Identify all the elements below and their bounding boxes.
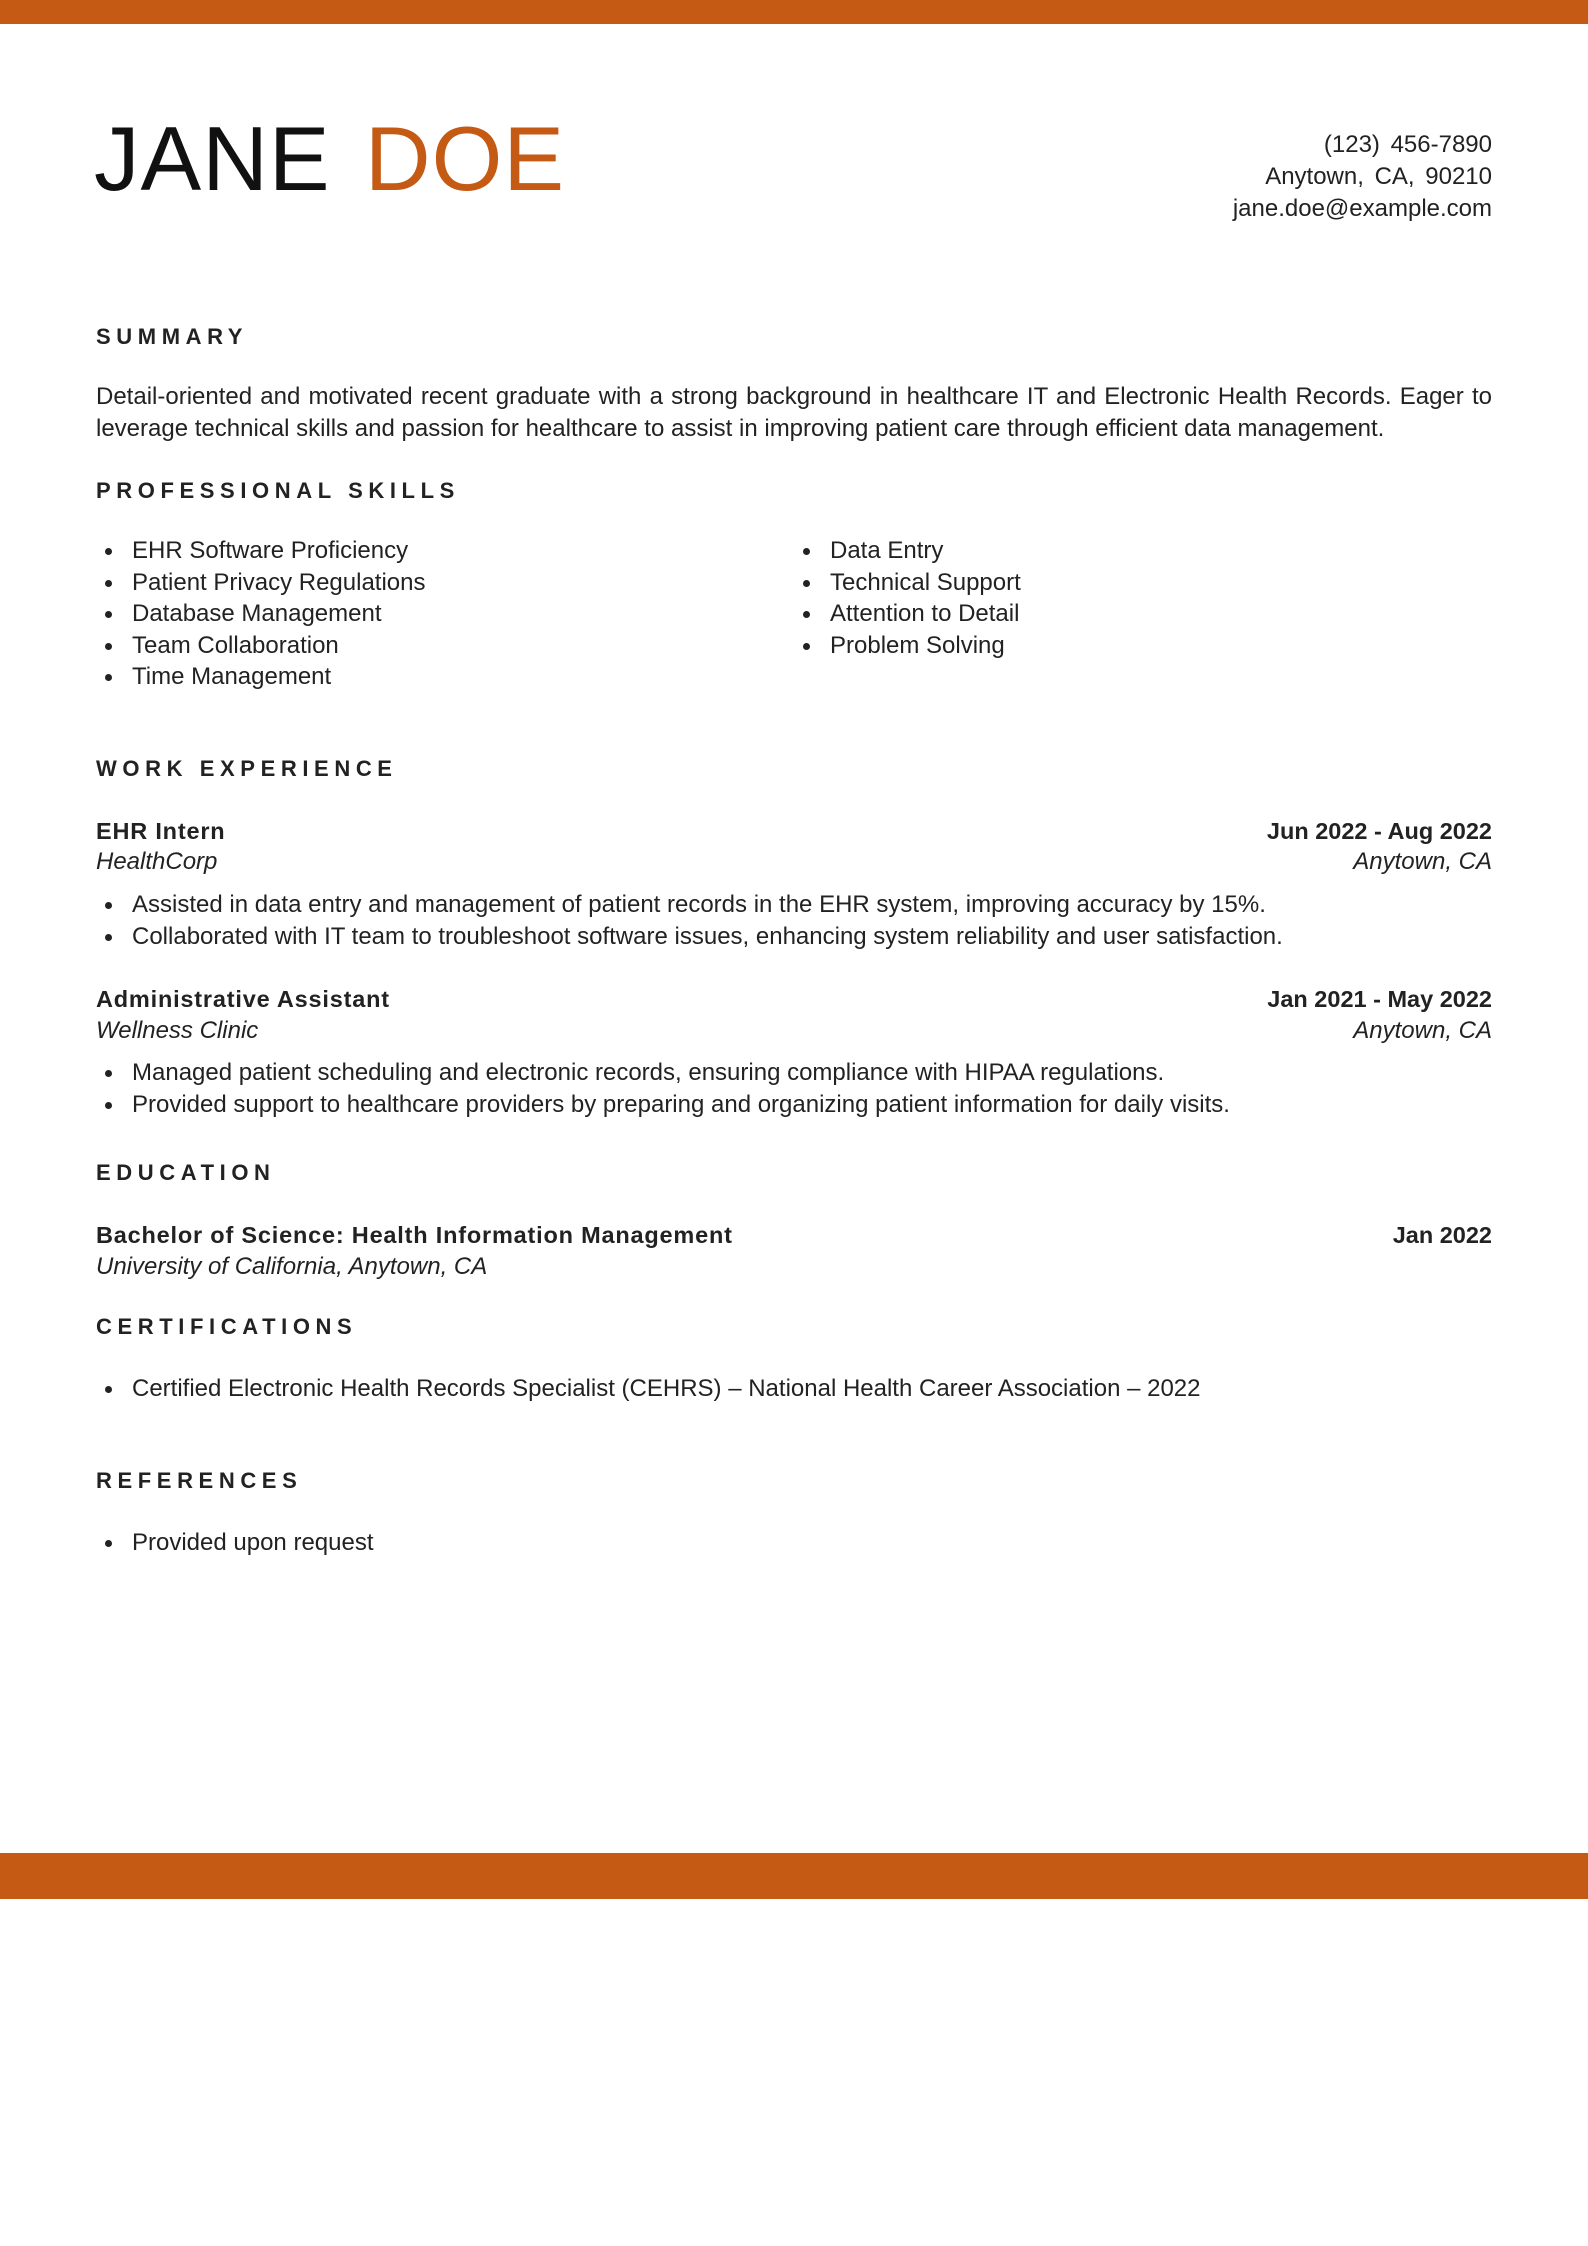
job-title: EHR Intern [96, 818, 226, 844]
job-1-subheader [96, 846, 1492, 878]
job-dates: Jun 2022 - Aug 2022 [1266, 818, 1492, 844]
skill-item: Problem Solving [794, 630, 1021, 662]
job-2-bullets [96, 1057, 1230, 1120]
certification-item: Certified Electronic Health Records Specialist (CEHRS) – National Health Career Association – 2022 [96, 1373, 1201, 1405]
certifications-heading: CERTIFICATIONS [96, 1314, 358, 1339]
job-company: HealthCorp [96, 848, 218, 875]
job-bullet: Provided support to healthcare providers by preparing and organizing patient information for daily visits. [96, 1089, 1230, 1121]
certifications-list [96, 1373, 1201, 1405]
job-bullet: Collaborated with IT team to troubleshoot software issues, enhancing system reliability and user satisfaction. [96, 921, 1283, 953]
job-company: Wellness Clinic [96, 1017, 259, 1044]
first-name: JANE [94, 109, 331, 210]
skill-item: Technical Support [794, 567, 1021, 599]
job-2-subheader [96, 1015, 1492, 1047]
education-header [96, 1219, 1492, 1251]
job-bullet: Managed patient scheduling and electronic records, ensuring compliance with HIPAA regulations. [96, 1057, 1230, 1089]
job-location: Anytown, CA [1353, 1017, 1492, 1044]
education-school: University of California, Anytown, CA [96, 1253, 488, 1280]
job-location: Anytown, CA [1353, 848, 1492, 875]
applicant-name [94, 108, 565, 212]
contact-block [1233, 129, 1492, 225]
skill-item: Data Entry [794, 535, 1021, 567]
job-1-header [96, 815, 1492, 847]
last-name: DOE [364, 109, 566, 210]
references-list [96, 1527, 374, 1559]
contact-address: Anytown, CA, 90210 [1265, 163, 1492, 190]
skill-item: Database Management [96, 598, 425, 630]
job-1-bullets [96, 889, 1283, 952]
contact-email[interactable]: jane.doe@example.com [1232, 195, 1492, 222]
skills-list-right [794, 535, 1021, 661]
summary-text: Detail-oriented and motivated recent graduate with a strong background in healthcare IT and Electronic Health Records. Eager to leverage technical skills and passion for healthcare to assist in improving patient care through efficient data management. [96, 383, 1492, 442]
skills-list-left [96, 535, 425, 693]
job-title: Administrative Assistant [96, 986, 390, 1012]
skill-item: Attention to Detail [794, 598, 1021, 630]
job-dates: Jan 2021 - May 2022 [1267, 986, 1492, 1012]
skill-item: Team Collaboration [96, 630, 425, 662]
education-date: Jan 2022 [1392, 1222, 1492, 1248]
education-heading: EDUCATION [96, 1160, 276, 1185]
education-subheader [96, 1251, 1492, 1283]
skills-heading: PROFESSIONAL SKILLS [96, 478, 460, 503]
bottom-accent-bar [0, 1853, 1588, 1899]
job-2-header [96, 983, 1492, 1015]
contact-phone: (123) 456-7890 [1323, 131, 1492, 158]
reference-item: Provided upon request [96, 1527, 374, 1559]
references-heading: REFERENCES [96, 1468, 303, 1493]
top-accent-bar [0, 0, 1588, 24]
skill-item: Time Management [96, 661, 425, 693]
job-bullet: Assisted in data entry and management of patient records in the EHR system, improving accuracy by 15%. [96, 889, 1283, 921]
education-degree: Bachelor of Science: Health Information Management [96, 1222, 733, 1248]
summary-heading: SUMMARY [96, 324, 249, 349]
skill-item: Patient Privacy Regulations [96, 567, 425, 599]
skill-item: EHR Software Proficiency [96, 535, 425, 567]
experience-heading: WORK EXPERIENCE [96, 756, 398, 781]
